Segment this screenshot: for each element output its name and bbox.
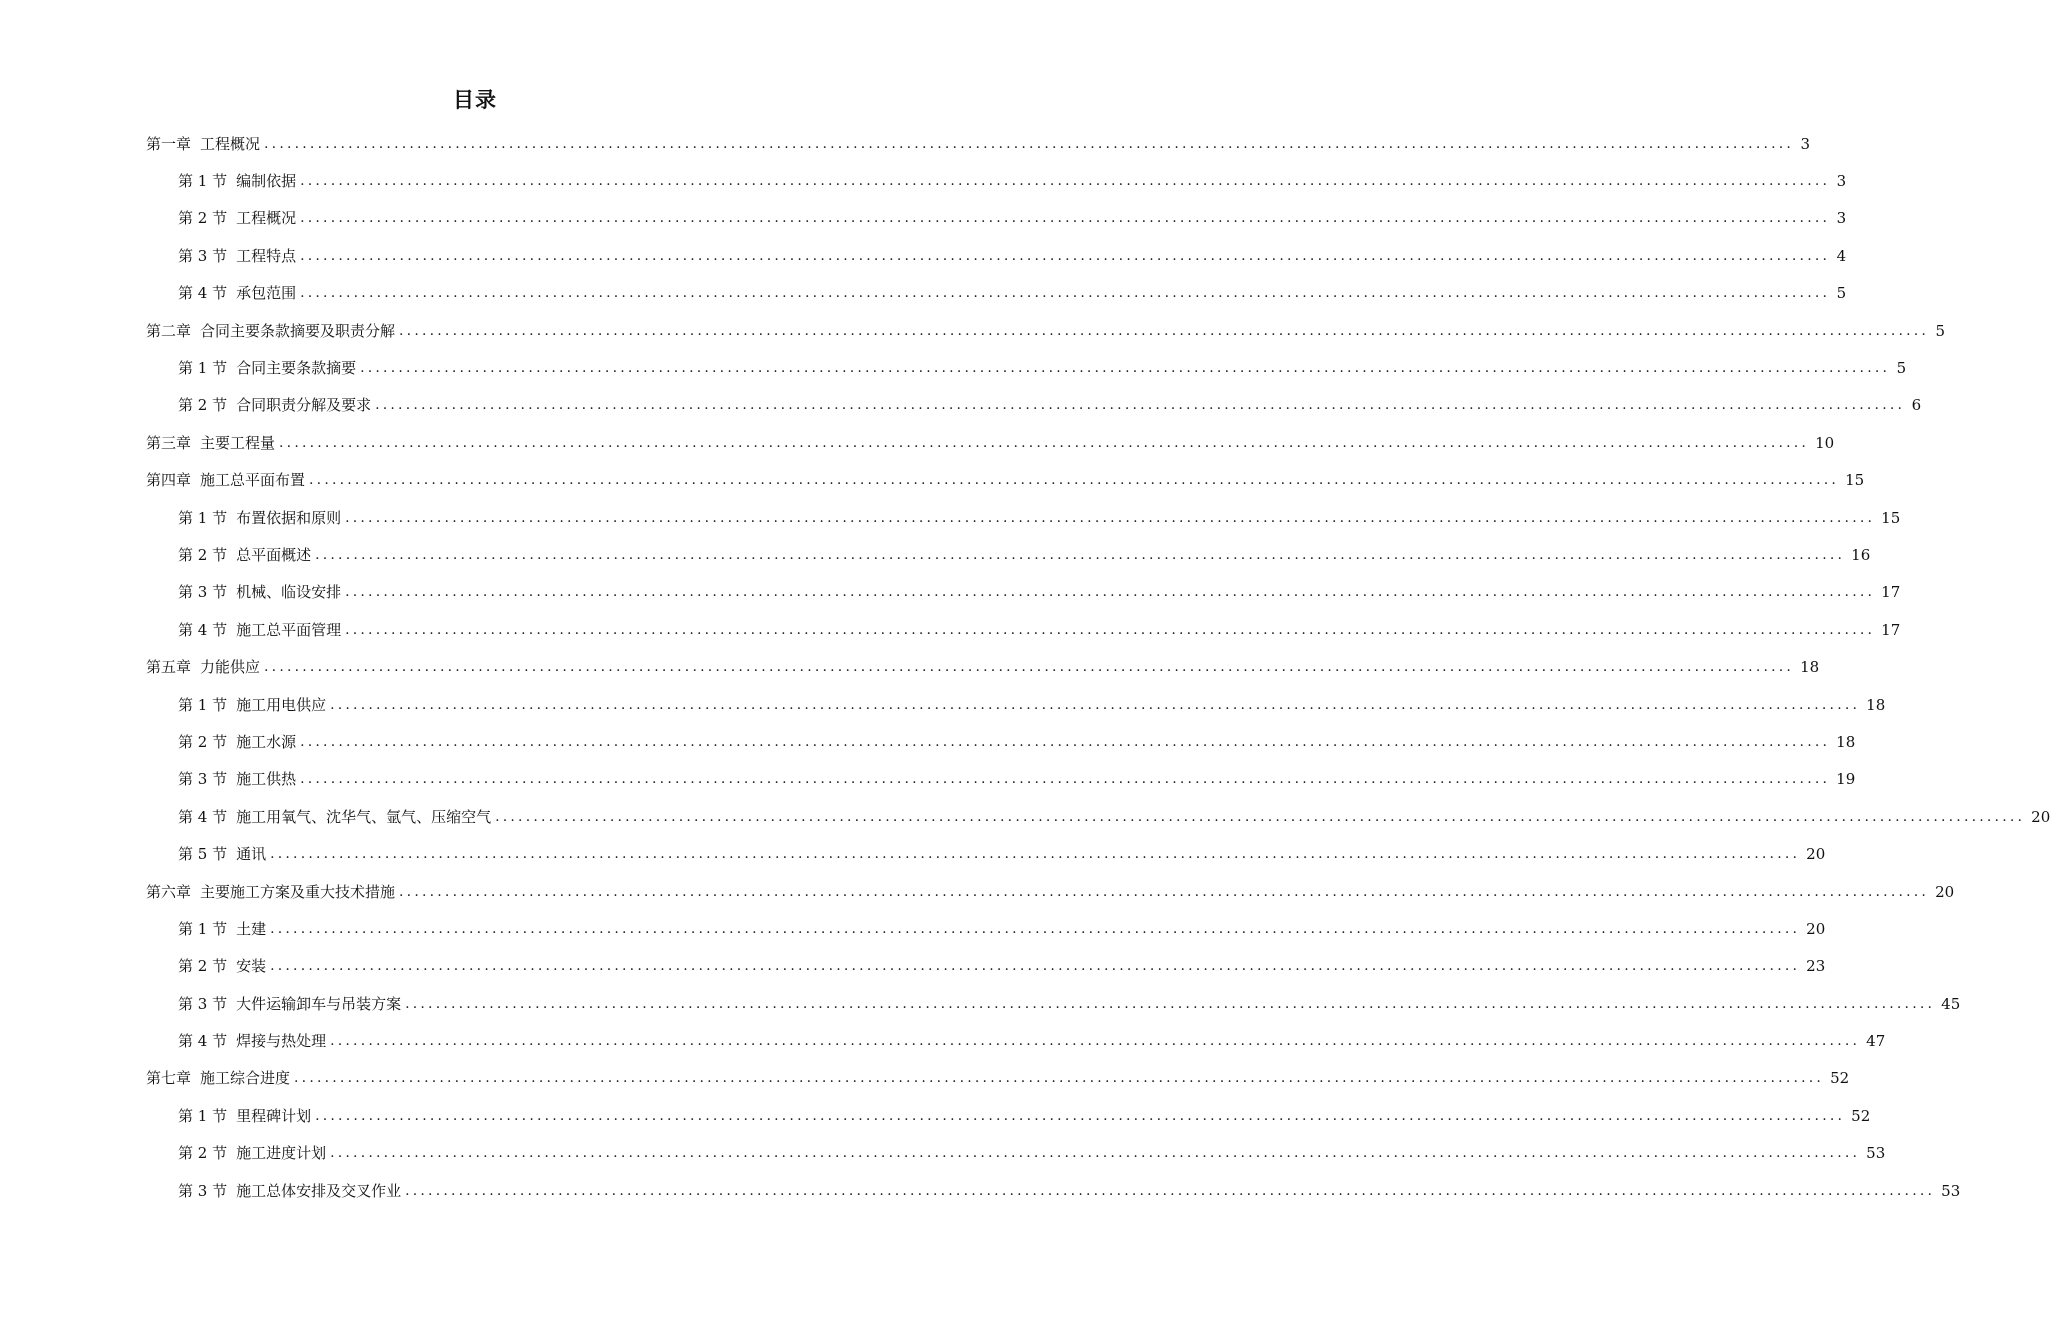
toc-entry-title: 施工综合进度 [200, 1069, 291, 1088]
toc-entry-number: 第一章 [146, 134, 192, 153]
toc-entry-label [146, 657, 260, 677]
toc-entry-number: 第四章 [146, 471, 192, 490]
toc-chapter-entry[interactable] [146, 873, 1955, 910]
toc-entry-label [178, 1106, 311, 1126]
toc-section-entry[interactable] [178, 162, 1847, 199]
toc-dot-leader: ........................................................................................................................................................................................................ [270, 846, 1801, 863]
toc-entry-label [178, 919, 266, 939]
toc-entry-number: 第 3 节 [178, 1181, 228, 1200]
toc-entry-title: 机械、临设安排 [236, 583, 342, 602]
toc-page-number: 6 [1911, 396, 1922, 415]
toc-entry-label [146, 470, 305, 490]
toc-entry-label [178, 1143, 326, 1163]
toc-dot-leader: ........................................................................................................................................................................................................ [300, 733, 1831, 750]
toc-entry-number: 第 1 节 [178, 1106, 228, 1125]
toc-section-entry[interactable] [178, 1022, 1886, 1059]
toc-entry-title: 施工总平面布置 [200, 471, 306, 490]
toc-entry-title: 安装 [236, 957, 267, 976]
toc-entry-number: 第 1 节 [178, 919, 228, 938]
toc-entry-number: 第 4 节 [178, 284, 228, 303]
toc-section-entry[interactable] [178, 275, 1847, 312]
toc-entry-label [178, 395, 371, 415]
toc-entry-title: 总平面概述 [236, 545, 312, 564]
toc-entry-label [178, 283, 296, 303]
toc-entry-number: 第 4 节 [178, 620, 228, 639]
toc-entry-label [178, 358, 356, 378]
toc-dot-leader: ........................................................................................................................................................................................................ [330, 1033, 1861, 1050]
toc-section-entry[interactable] [178, 536, 1871, 573]
toc-section-entry[interactable] [178, 910, 1826, 947]
toc-page-number: 53 [1866, 1144, 1886, 1163]
toc-entry-title: 施工供热 [236, 770, 297, 789]
toc-page-number: 3 [1836, 209, 1847, 228]
toc-page-number: 15 [1881, 508, 1901, 527]
toc-entry-title: 里程碑计划 [236, 1106, 312, 1125]
toc-dot-leader: ........................................................................................................................................................................................................ [300, 173, 1831, 190]
toc-entry-number: 第 2 节 [178, 209, 228, 228]
toc-dot-leader: ........................................................................................................................................................................................................ [345, 584, 1876, 601]
toc-entry-title: 力能供应 [200, 658, 261, 677]
toc-chapter-entry[interactable] [146, 424, 1835, 461]
toc-entry-number: 第 2 节 [178, 396, 228, 415]
toc-title: 目录 [453, 88, 497, 112]
toc-section-entry[interactable] [178, 1135, 1886, 1172]
toc-entry-label [146, 882, 395, 902]
toc-section-entry[interactable] [178, 798, 2050, 835]
toc-chapter-entry[interactable] [146, 125, 1811, 162]
toc-entry-label [178, 545, 311, 565]
toc-page-number: 18 [1836, 732, 1856, 751]
toc-entry-title: 土建 [236, 919, 267, 938]
toc-entry-title: 焊接与热处理 [236, 1032, 327, 1051]
toc-section-entry[interactable] [178, 237, 1847, 274]
toc-dot-leader: ........................................................................................................................................................................................................ [405, 1182, 1936, 1199]
toc-entry-title: 主要施工方案及重大技术措施 [200, 882, 396, 901]
toc-entry-title: 合同主要条款摘要 [236, 359, 357, 378]
toc-entry-number: 第五章 [146, 658, 192, 677]
toc-page-number: 20 [1806, 845, 1826, 864]
toc-entry-title: 布置依据和原则 [236, 508, 342, 527]
toc-entry-label [178, 208, 296, 228]
toc-entry-label [178, 844, 266, 864]
toc-section-entry[interactable] [178, 948, 1826, 985]
toc-entry-label [178, 1031, 326, 1051]
toc-dot-leader: ........................................................................................................................................................................................................ [330, 1145, 1861, 1162]
toc-dot-leader: ........................................................................................................................................................................................................ [300, 247, 1831, 264]
toc-page-number: 5 [1836, 284, 1847, 303]
toc-dot-leader: ........................................................................................................................................................................................................ [399, 322, 1930, 339]
toc-dot-leader: ........................................................................................................................................................................................................ [399, 883, 1930, 900]
toc-page-number: 52 [1830, 1069, 1850, 1088]
toc-entry-label [178, 695, 326, 715]
toc-dot-leader: ........................................................................................................................................................................................................ [300, 285, 1831, 302]
toc-entry-number: 第 1 节 [178, 508, 228, 527]
toc-page-number: 20 [2031, 807, 2050, 826]
toc-page-number: 18 [1866, 695, 1886, 714]
toc-dot-leader: ........................................................................................................................................................................................................ [264, 135, 1795, 152]
toc-entry-number: 第 2 节 [178, 545, 228, 564]
toc-section-entry[interactable] [178, 1172, 1961, 1209]
toc-entry-label [146, 321, 395, 341]
toc-page-number: 47 [1866, 1032, 1886, 1051]
toc-entry-title: 施工用氧气、沈华气、氩气、压缩空气 [236, 807, 492, 826]
toc-page-number: 4 [1836, 246, 1847, 265]
toc-page-number: 5 [1896, 359, 1907, 378]
toc-chapter-entry[interactable] [146, 648, 1820, 685]
toc-page-number: 20 [1806, 919, 1826, 938]
toc-entry-title: 通讯 [236, 845, 267, 864]
toc-entry-number: 第六章 [146, 882, 192, 901]
toc-entry-label [178, 246, 296, 266]
toc-entry-title: 施工水源 [236, 732, 297, 751]
toc-entry-label [146, 1068, 290, 1088]
toc-section-entry[interactable] [178, 387, 1922, 424]
toc-page-number: 52 [1851, 1106, 1871, 1125]
toc-dot-leader: ........................................................................................................................................................................................................ [309, 472, 1840, 489]
toc-entry-label [178, 807, 491, 827]
toc-entry-number: 第 4 节 [178, 1032, 228, 1051]
toc-page-number: 3 [1800, 134, 1811, 153]
toc-page-number: 17 [1881, 620, 1901, 639]
toc-chapter-entry[interactable] [146, 312, 1946, 349]
toc-entry-number: 第 3 节 [178, 770, 228, 789]
toc-entry-label [178, 994, 401, 1014]
toc-entry-label [178, 956, 266, 976]
toc-dot-leader: ........................................................................................................................................................................................................ [495, 808, 2026, 825]
toc-dot-leader: ........................................................................................................................................................................................................ [294, 1070, 1825, 1087]
toc-entry-title: 编制依据 [236, 172, 297, 191]
toc-section-entry[interactable] [178, 686, 1886, 723]
toc-page-number: 10 [1815, 433, 1835, 452]
toc-dot-leader: ........................................................................................................................................................................................................ [279, 434, 1810, 451]
toc-entry-title: 工程概况 [200, 134, 261, 153]
toc-entry-label [178, 732, 296, 752]
toc-entry-title: 承包范围 [236, 284, 297, 303]
toc-dot-leader: ........................................................................................................................................................................................................ [264, 659, 1795, 676]
toc-dot-leader: ........................................................................................................................................................................................................ [315, 1107, 1846, 1124]
toc-entry-number: 第 3 节 [178, 994, 228, 1013]
toc-section-entry[interactable] [178, 723, 1856, 760]
toc-entry-label [178, 508, 341, 528]
toc-entry-title: 主要工程量 [200, 433, 276, 452]
toc-entry-title: 施工用电供应 [236, 695, 327, 714]
toc-section-entry[interactable] [178, 985, 1961, 1022]
toc-dot-leader: ........................................................................................................................................................................................................ [270, 958, 1801, 975]
toc-entry-label [178, 620, 341, 640]
toc-page-number: 20 [1935, 882, 1955, 901]
toc-entry-number: 第 2 节 [178, 957, 228, 976]
toc-dot-leader: ........................................................................................................................................................................................................ [270, 920, 1801, 937]
toc-section-entry[interactable] [178, 349, 1907, 386]
toc-entry-title: 施工进度计划 [236, 1144, 327, 1163]
toc-section-entry[interactable] [178, 574, 1901, 611]
toc-page-number: 23 [1806, 957, 1826, 976]
toc-entry-label [178, 769, 296, 789]
toc-entry-number: 第 1 节 [178, 695, 228, 714]
toc-entry-label [178, 1181, 401, 1201]
toc-entry-number: 第三章 [146, 433, 192, 452]
toc-entry-number: 第 5 节 [178, 845, 228, 864]
toc-dot-leader: ........................................................................................................................................................................................................ [315, 546, 1846, 563]
table-of-contents [0, 125, 2050, 1209]
toc-section-entry[interactable] [178, 200, 1847, 237]
toc-section-entry[interactable] [178, 761, 1856, 798]
toc-dot-leader: ........................................................................................................................................................................................................ [360, 360, 1891, 377]
toc-section-entry[interactable] [178, 499, 1901, 536]
toc-entry-number: 第七章 [146, 1069, 192, 1088]
toc-entry-number: 第 3 节 [178, 583, 228, 602]
toc-section-entry[interactable] [178, 1097, 1871, 1134]
toc-dot-leader: ........................................................................................................................................................................................................ [345, 509, 1876, 526]
toc-entry-number: 第 2 节 [178, 1144, 228, 1163]
toc-entry-label [146, 134, 260, 154]
toc-entry-number: 第 1 节 [178, 359, 228, 378]
toc-entry-number: 第 3 节 [178, 246, 228, 265]
toc-entry-label [178, 171, 296, 191]
toc-chapter-entry[interactable] [146, 1060, 1850, 1097]
toc-dot-leader: ........................................................................................................................................................................................................ [345, 621, 1876, 638]
toc-entry-title: 工程概况 [236, 209, 297, 228]
toc-entry-title: 合同主要条款摘要及职责分解 [200, 321, 396, 340]
toc-dot-leader: ........................................................................................................................................................................................................ [300, 210, 1831, 227]
toc-entry-title: 施工总平面管理 [236, 620, 342, 639]
toc-entry-number: 第 4 节 [178, 807, 228, 826]
toc-entry-title: 施工总体安排及交叉作业 [236, 1181, 402, 1200]
toc-page-number: 16 [1851, 545, 1871, 564]
toc-entry-label [146, 433, 275, 453]
toc-page-number: 15 [1845, 471, 1865, 490]
toc-entry-title: 工程特点 [236, 246, 297, 265]
toc-page-number: 3 [1836, 172, 1847, 191]
toc-section-entry[interactable] [178, 611, 1901, 648]
toc-dot-leader: ........................................................................................................................................................................................................ [375, 397, 1906, 414]
toc-dot-leader: ........................................................................................................................................................................................................ [330, 696, 1861, 713]
toc-entry-title: 合同职责分解及要求 [236, 396, 372, 415]
toc-dot-leader: ........................................................................................................................................................................................................ [300, 771, 1831, 788]
toc-dot-leader: ........................................................................................................................................................................................................ [405, 995, 1936, 1012]
toc-chapter-entry[interactable] [146, 462, 1865, 499]
toc-entry-number: 第 2 节 [178, 732, 228, 751]
toc-page-number: 53 [1941, 1181, 1961, 1200]
toc-entry-label [178, 582, 341, 602]
toc-page-number: 19 [1836, 770, 1856, 789]
toc-entry-title: 大件运输卸车与吊装方案 [236, 994, 402, 1013]
toc-page-number: 17 [1881, 583, 1901, 602]
toc-entry-number: 第 1 节 [178, 172, 228, 191]
toc-page-number: 18 [1800, 658, 1820, 677]
toc-page-number: 5 [1935, 321, 1946, 340]
toc-section-entry[interactable] [178, 835, 1826, 872]
toc-page-number: 45 [1941, 994, 1961, 1013]
toc-entry-number: 第二章 [146, 321, 192, 340]
